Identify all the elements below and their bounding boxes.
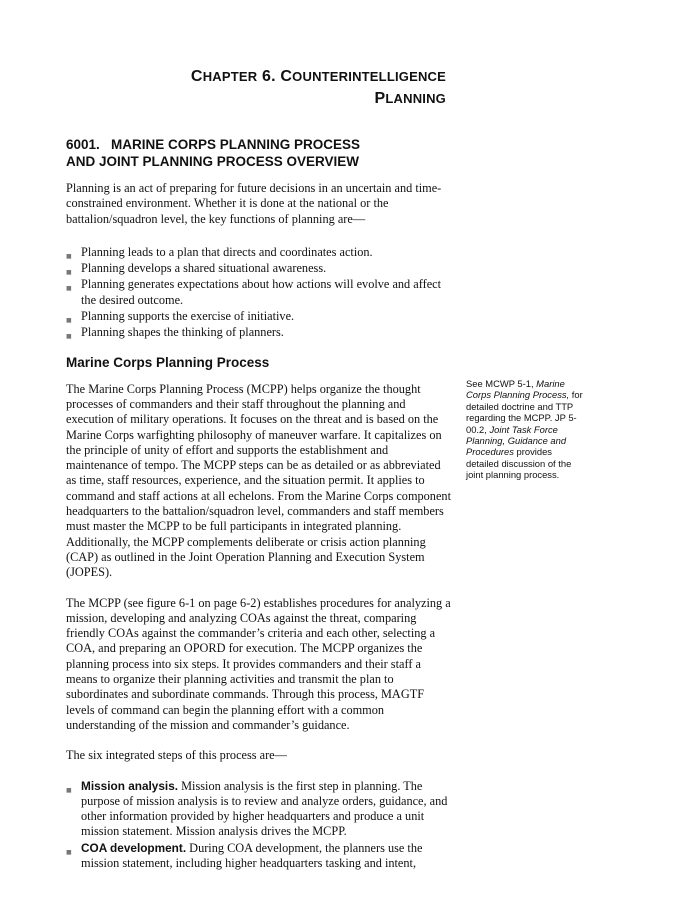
margin-note-italic: Marine Corps Planning Process, (466, 378, 570, 401)
chapter-number: 6. (262, 68, 276, 85)
list-item-text: Planning develops a shared situational awareness. (81, 261, 327, 276)
chapter-title-line-2 (86, 88, 446, 110)
planning-functions-list (66, 245, 452, 341)
chapter-word-rest: HAPTER (202, 69, 258, 84)
margin-note (466, 378, 584, 481)
chapter-word-initial: C (190, 68, 203, 85)
chapter-topic-rest: OUNTERINTELLIGENCE (292, 69, 446, 84)
main-text-column (66, 181, 452, 872)
intro-paragraph: Planning is an act of preparing for future decisions in an uncertain and time-constrained environment. Whether it is done at the national or the battalion/squadron level, the key functions of planning are— (66, 181, 442, 226)
list-item (66, 277, 452, 308)
list-item (66, 245, 452, 260)
list-item-text: Planning supports the exercise of initiative. (81, 309, 295, 324)
bullet-icon: ■ (66, 786, 72, 794)
chapter-title (86, 66, 446, 110)
margin-note-text: See MCWP 5-1, (466, 378, 537, 389)
section-heading-line-2: AND JOINT PLANNING PROCESS OVERVIEW (66, 154, 360, 169)
list-item (66, 309, 452, 324)
list-item-text: Planning generates expectations about how actions will evolve and affect the desired outcome. (81, 277, 442, 307)
list-item (66, 261, 452, 276)
mcpp-subheading: Marine Corps Planning Process (66, 354, 270, 370)
bullet-icon: ■ (66, 317, 72, 325)
chapter-title-line-1 (86, 66, 446, 88)
mcpp-paragraph-1: The Marine Corps Planning Process (MCPP) helps organize the thought processes of commanders and their staff throughout the planning and execution of military operations. It focuses on the threat and is based on the Marine Corps warfighting philosophy of maneuver warfare. It capitalizes on the principle of unity of effort and supports the establishment and maintenance of tempo. The MCPP steps can be as detailed or as abbreviated as time, staff resources, experience, and the situation permit. It applies to command and staff actions at all echelons. From the Marine Corps component headquarters to the battalion/squadron level, commanders and staff members must master the MCPP to be full participants in integrated planning. Additionally, the MCPP complements deliberate or crisis action planning (CAP) as outlined in the Joint Operation Planning and Execution System (JOPES). (66, 381, 451, 580)
list-item-text: Planning leads to a plan that directs and coordinates action. (81, 244, 373, 259)
list-item-text: Planning shapes the thinking of planners. (81, 325, 284, 340)
margin-note-italic: Joint Task Force Planning, Guidance and Procedures (466, 423, 567, 458)
list-item (66, 841, 452, 872)
step-lead-in: COA development. (81, 840, 187, 855)
chapter-line2-rest: LANNING (385, 91, 446, 106)
mcpp-paragraph-2: The MCPP (see figure 6-1 on page 6-2) establishes procedures for analyzing a mission, developing and analyzing COAs against the threat, comparing friendly COAs against the commander’s criteria and each other, selecting a COA, and preparing an OPORD for execution. The MCPP organizes the planning process into six steps. It provides commanders and their staff a means to organize their planning activities and transmit the plan to subordinates and subordinate commands. Through this process, MAGTF levels of command can begin the planning effort with a common understanding of the mission and commander’s guidance. (66, 595, 451, 732)
chapter-topic-initial: C (280, 68, 293, 85)
margin-note-text: for detailed doctrine and TTP regarding the MCPP. JP 5-00.2, (466, 389, 583, 435)
bullet-icon: ■ (66, 285, 72, 293)
six-steps-intro: The six integrated steps of this process are— (66, 748, 287, 763)
step-lead-in: Mission analysis. (81, 778, 179, 793)
six-steps-list (66, 779, 452, 872)
section-heading-line-1: 6001. MARINE CORPS PLANNING PROCESS (66, 137, 361, 152)
list-item (66, 325, 452, 340)
bullet-icon: ■ (66, 252, 72, 260)
step-text: During COA development, the planners use the mission statement, including higher headquarters tasking and intent, (81, 840, 423, 870)
list-item (66, 779, 452, 840)
section-heading (66, 136, 446, 170)
chapter-line2-initial: P (374, 90, 386, 107)
margin-note-text: provides detailed discussion of the joint planning process. (466, 446, 572, 481)
bullet-icon: ■ (66, 333, 72, 341)
step-text: Mission analysis is the first step in planning. The purpose of mission analysis is to review and analyze orders, guidance, and other information provided by higher headquarters and produce a unit mission statement. Mission analysis drives the MCPP. (81, 778, 448, 839)
bullet-icon: ■ (66, 848, 72, 856)
bullet-icon: ■ (66, 269, 72, 277)
